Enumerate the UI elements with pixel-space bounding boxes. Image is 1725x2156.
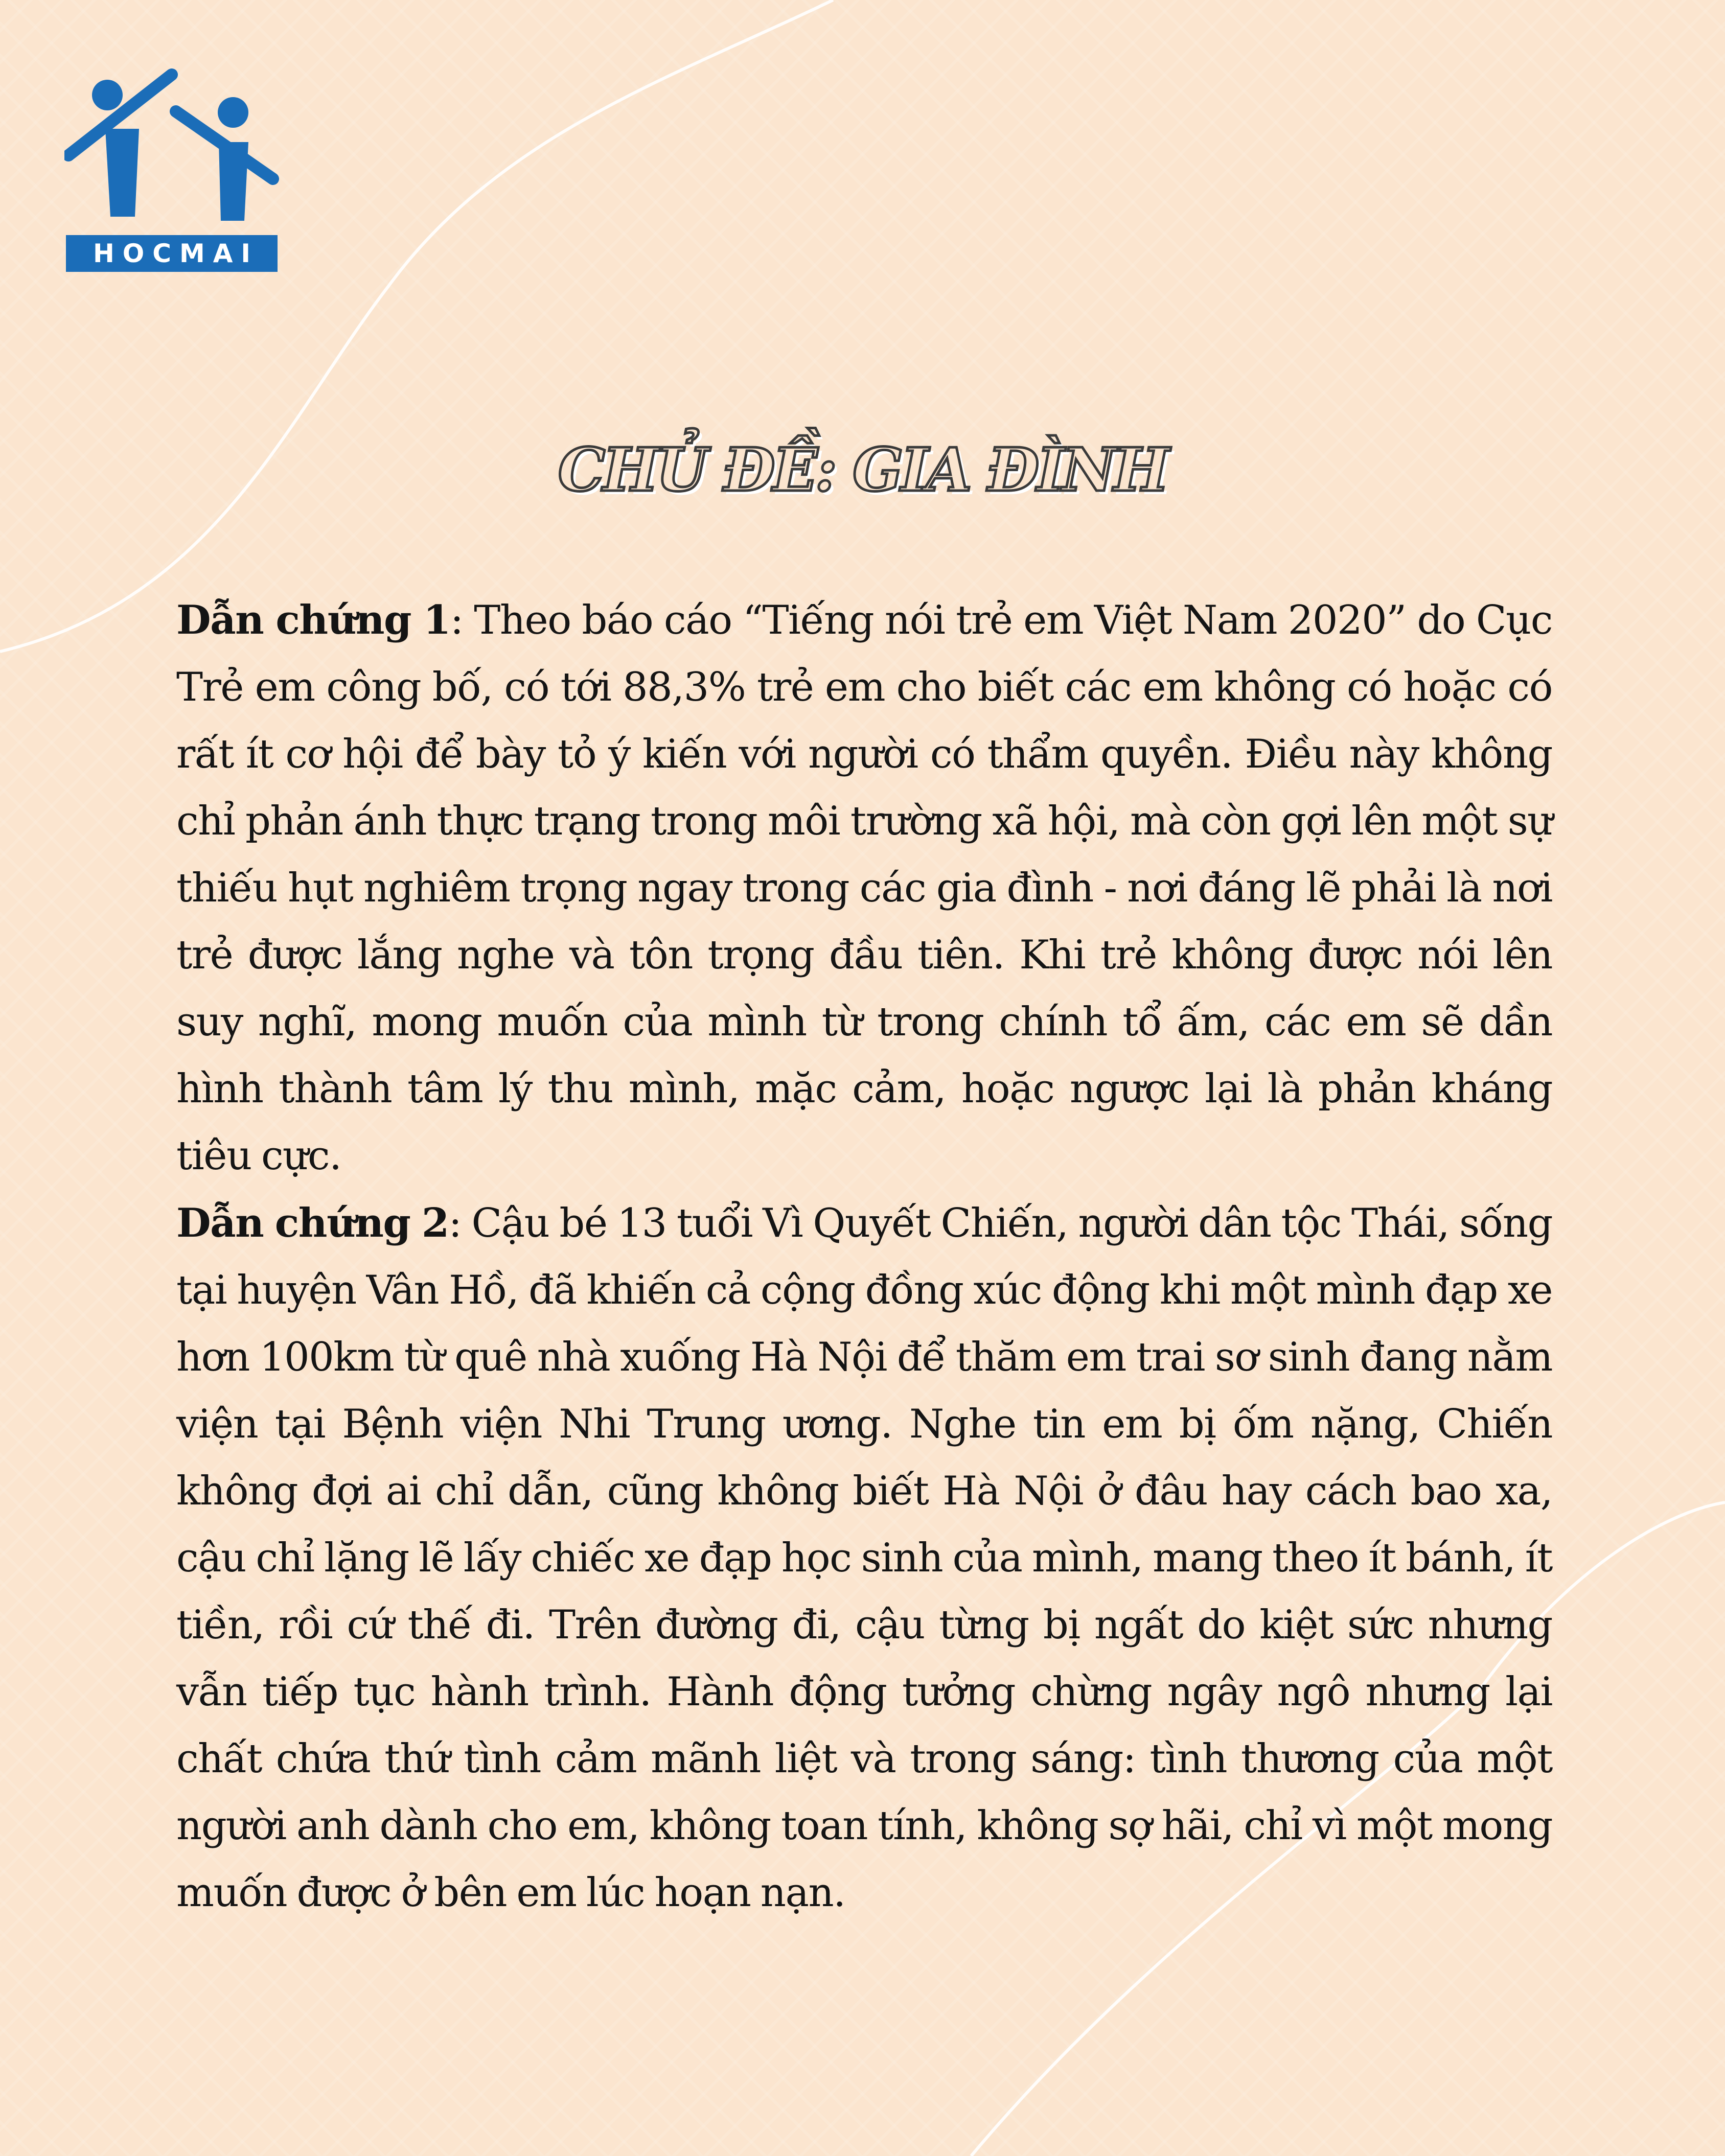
evidence-label-2: Dẫn chứng 2 <box>176 1200 449 1246</box>
evidence-paragraph-2 <box>176 1190 1552 1927</box>
logo-wordmark: HOCMAI <box>66 235 278 272</box>
page-title: CHỦ ĐỀ: GIA ĐÌNH <box>558 435 1167 505</box>
hocmai-logo <box>64 68 279 273</box>
evidence-text <box>176 587 1552 1927</box>
evidence-label-1: Dẫn chứng 1 <box>176 597 450 643</box>
evidence-content-2: : Cậu bé 13 tuổi Vì Quyết Chiến, người dân tộc Thái, sống tại huyện Vân Hồ, đã khiến cả cộng đồng xúc động khi một mình đạp xe hơn 100km từ quê nhà xuống Hà Nội để thăm em trai sơ sinh đang nằm viện tại Bệnh viện Nhi Trung ương. Nghe tin em bị ốm nặng, Chiến không đợi ai chỉ dẫn, cũng không biết Hà Nội ở đâu hay cách bao xa, cậu chỉ lặng lẽ lấy chiếc xe đạp học sinh của mình, mang theo ít bánh, ít tiền, rồi cứ thế đi. Trên đường đi, cậu từng bị ngất do kiệt sức nhưng vẫn tiếp tục hành trình. Hành động tưởng chừng ngây ngô nhưng lại chất chứa thứ tình cảm mãnh liệt và trong sáng: tình thương của một người anh dành cho em, không toan tính, không sợ hãi, chỉ vì một mong muốn được ở bên em lúc hoạn nạn. <box>176 1200 1552 1916</box>
evidence-content-1: : Theo báo cáo “Tiếng nói trẻ em Việt Nam 2020” do Cục Trẻ em công bố, có tới 88,3% trẻ em cho biết các em không có hoặc có rất ít cơ hội để bày tỏ ý kiến với người có thẩm quyền. Điều này không chỉ phản ánh thực trạng trong môi trường xã hội, mà còn gợi lên một sự thiếu hụt nghiêm trọng ngay trong các gia đình - nơi đáng lẽ phải là nơi trẻ được lắng nghe và tôn trọng đầu tiên. Khi trẻ không được nói lên suy nghĩ, mong muốn của mình từ trong chính tổ ấm, các em sẽ dần hình thành tâm lý thu mình, mặc cảm, hoặc ngược lại là phản kháng tiêu cực. <box>176 597 1552 1179</box>
two-people-logo-icon <box>64 68 279 237</box>
evidence-paragraph-1 <box>176 587 1552 1190</box>
